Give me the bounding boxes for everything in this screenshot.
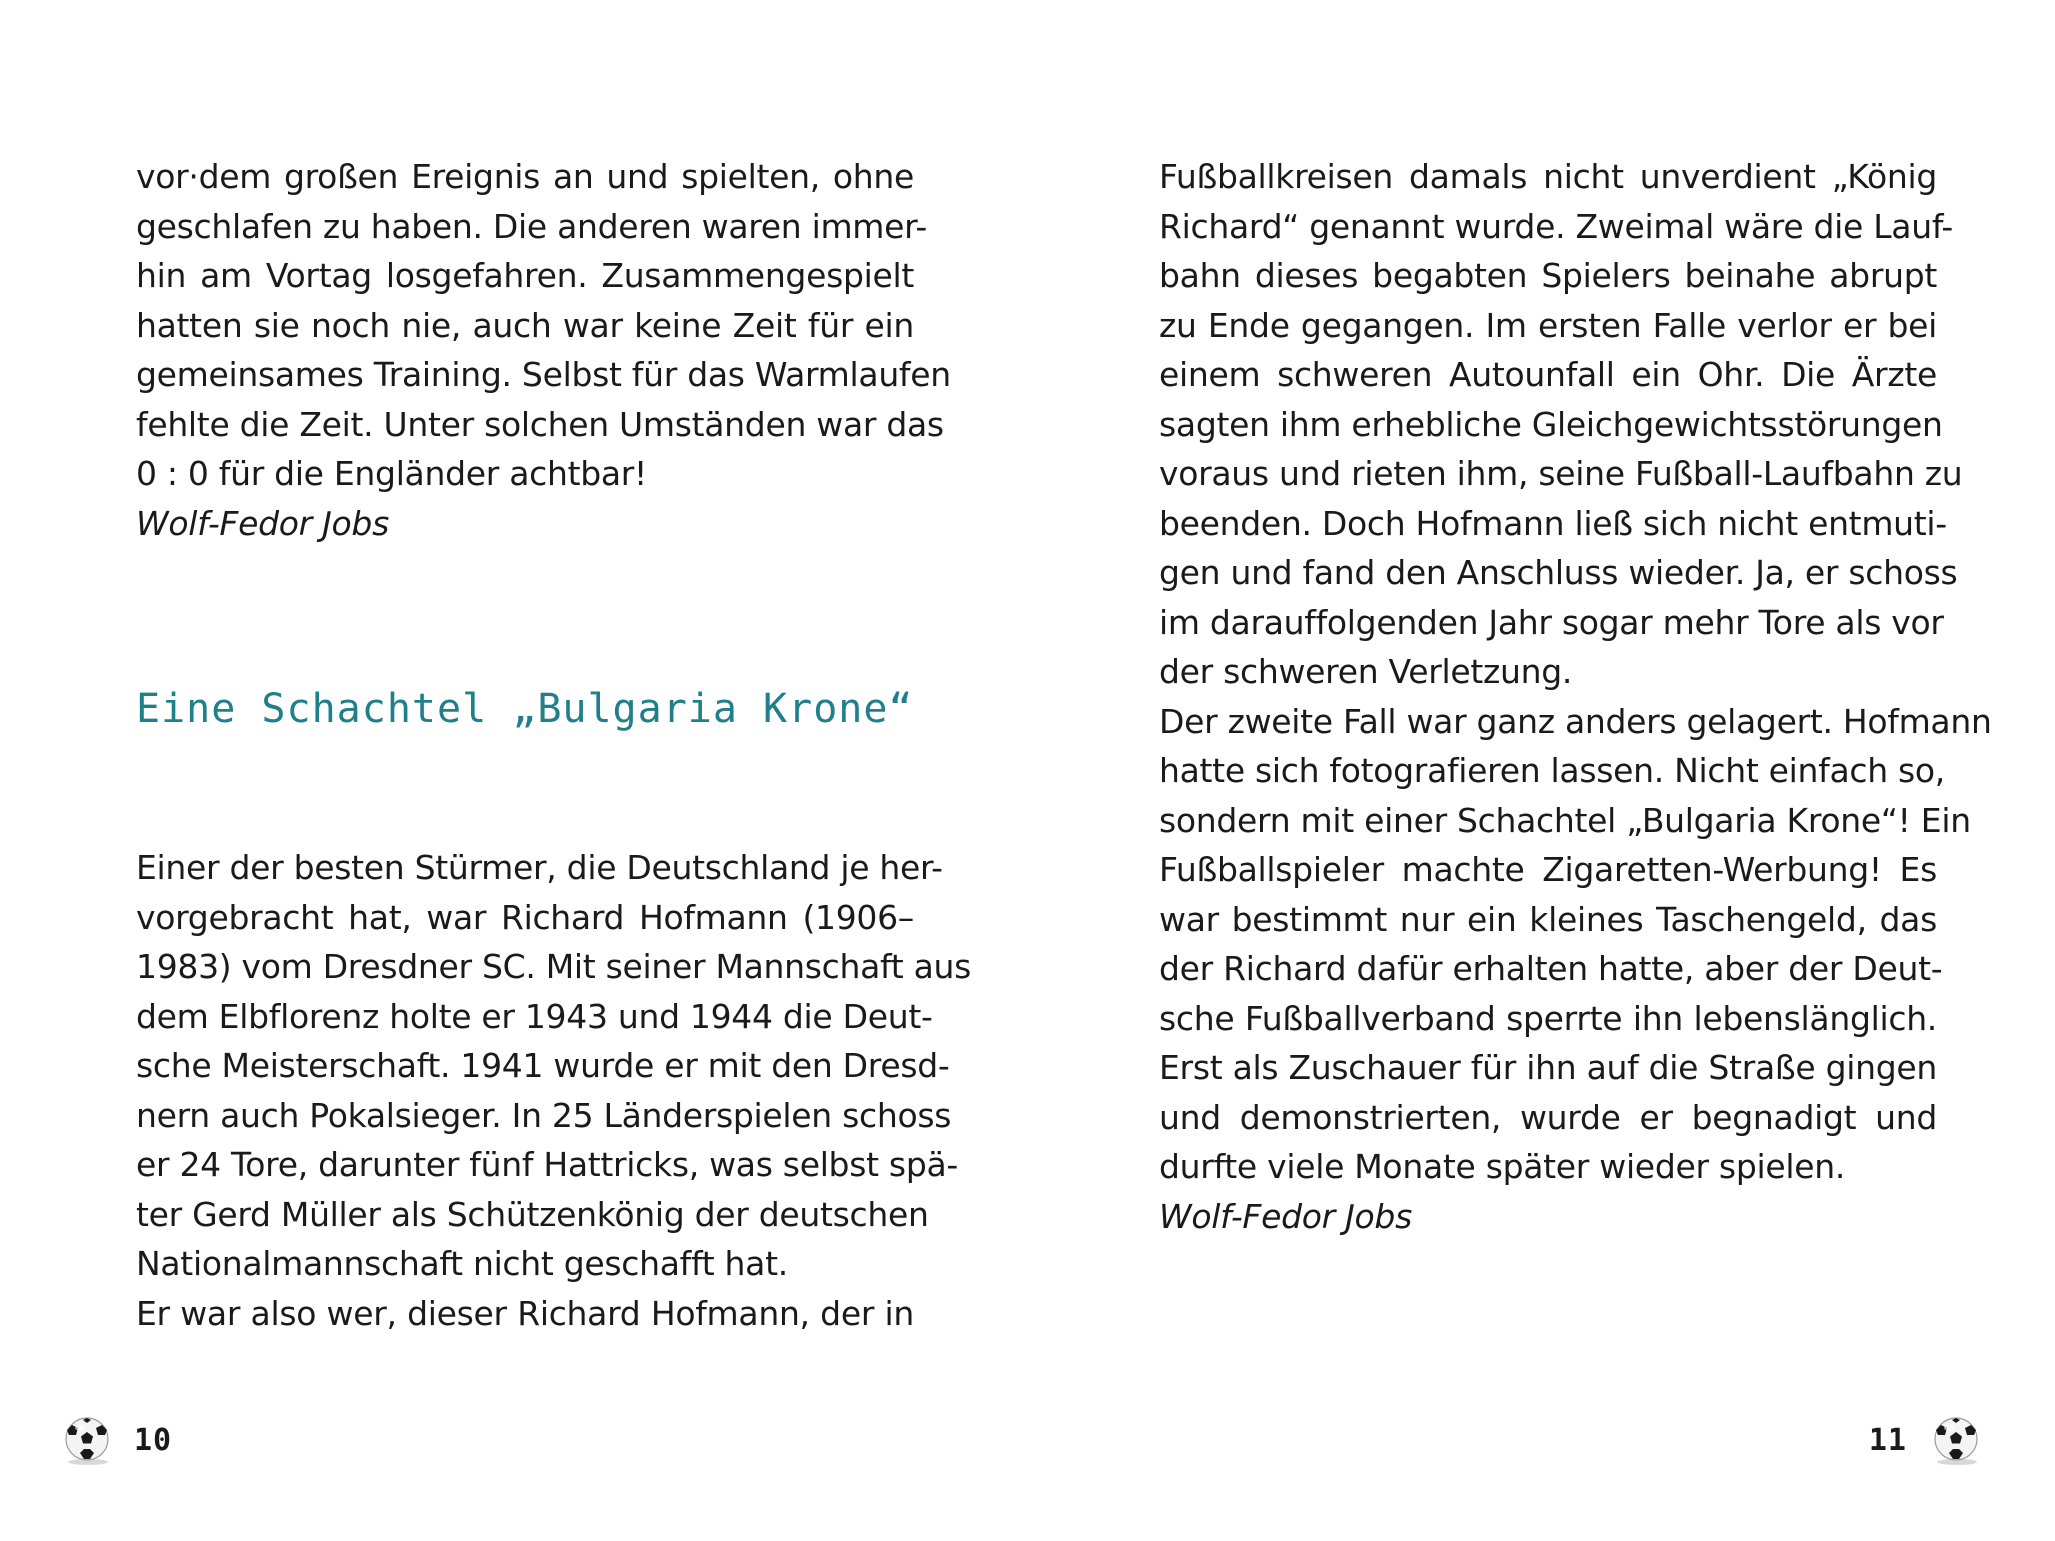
page-footer: [60, 1412, 172, 1468]
text-line: bahn dieses begabten Spielers beinahe abrupt: [1159, 256, 1937, 295]
text-line: Er war also wer, dieser Richard Hofmann, der in: [136, 1293, 914, 1333]
text-line: er 24 Tore, darunter fünf Hattricks, was selbst spä-: [136, 1145, 959, 1184]
text-line: nern auch Pokalsieger. In 25 Länderspielen schoss: [136, 1095, 952, 1135]
text-line: dem Elbflorenz holte er 1943 und 1944 die Deut-: [136, 996, 933, 1036]
soccer-ball-icon: [60, 1413, 114, 1467]
text-line: Richard“ genannt wurde. Zweimal wäre die Lauf-: [1159, 206, 1953, 246]
text-line: 0 : 0 für die Engländer achtbar!: [136, 454, 647, 493]
text-line: im darauffolgenden Jahr sogar mehr Tore als vor: [1159, 602, 1944, 642]
continued-article: [136, 152, 951, 548]
page-number: 11: [1868, 1422, 1907, 1458]
text-line: Nationalmannschaft nicht geschafft hat.: [136, 1244, 788, 1283]
text-line: 1983) vom Dresdner SC. Mit seiner Mannschaft aus: [136, 947, 972, 986]
text-line: Fußballspieler machte Zigaretten-Werbung! Es: [1159, 850, 1937, 889]
text-line: sagten ihm erhebliche Gleichgewichtsstörungen: [1159, 404, 1943, 444]
article-heading: Eine Schachtel „Bulgaria Krone“: [136, 686, 914, 732]
text-line: und demonstrierten, wurde er begnadigt und: [1159, 1097, 1937, 1137]
text-line: voraus und rieten ihm, seine Fußball-Laufbahn zu: [1159, 454, 1963, 493]
text-line: ter Gerd Müller als Schützenkönig der deutschen: [136, 1194, 929, 1234]
article-paragraph: [1159, 697, 1992, 1242]
right-page: [1027, 0, 2055, 1541]
continued-paragraph: [136, 152, 951, 548]
text-line: vorgebracht hat, war Richard Hofmann (1906–: [136, 897, 914, 937]
text-line: sondern mit einer Schachtel „Bulgaria Krone“! Ein: [1159, 800, 1971, 840]
text-line: beenden. Doch Hofmann ließ sich nicht entmuti-: [1159, 503, 1947, 543]
text-line: fehlte die Zeit. Unter solchen Umständen war das: [136, 404, 944, 444]
text-line: Einer der besten Stürmer, die Deutschland je her-: [136, 848, 943, 887]
article-paragraph: [1159, 152, 1963, 697]
text-line: geschlafen zu haben. Die anderen waren immer-: [136, 206, 927, 246]
text-line: zu Ende gegangen. Im ersten Falle verlor er bei: [1159, 305, 1937, 345]
text-line: war bestimmt nur ein kleines Taschengeld, das: [1159, 899, 1937, 939]
text-line: Fußballkreisen damals nicht unverdient „König: [1159, 157, 1937, 196]
page-number: 10: [134, 1422, 173, 1458]
page-footer: [1869, 1412, 1983, 1468]
text-line: der schweren Verletzung.: [1159, 652, 1573, 691]
text-line: sche Fußballverband sperrte ihn lebenslänglich.: [1159, 998, 1937, 1038]
soccer-ball-icon: [1929, 1413, 1983, 1467]
text-line: Der zweite Fall war ganz anders gelagert. Hofmann: [1159, 701, 1992, 741]
text-line: der Richard dafür erhalten hatte, aber der Deut-: [1159, 949, 1943, 988]
article-continuation: [1159, 152, 1992, 1241]
text-line: gemeinsames Training. Selbst für das Warmlaufen: [136, 355, 951, 394]
author-signature: Wolf-Fedor Jobs: [136, 503, 389, 543]
author-signature: Wolf-Fedor Jobs: [1159, 1196, 1412, 1236]
article-body: [136, 843, 972, 1338]
left-page: [0, 0, 1027, 1541]
text-line: hin am Vortag losgefahren. Zusammengespielt: [136, 256, 914, 295]
text-line: hatte sich fotografieren lassen. Nicht einfach so,: [1159, 751, 1945, 790]
text-line: durfte viele Monate später wieder spielen.: [1159, 1147, 1846, 1186]
text-line: sche Meisterschaft. 1941 wurde er mit den Dresd-: [136, 1046, 950, 1085]
text-line: Erst als Zuschauer für ihn auf die Straße gingen: [1159, 1048, 1937, 1087]
text-line: einem schweren Autounfall ein Ohr. Die Ärzte: [1159, 355, 1937, 394]
text-line: hatten sie noch nie, auch war keine Zeit für ein: [136, 305, 914, 345]
text-line: gen und fand den Anschluss wieder. Ja, er schoss: [1159, 553, 1958, 592]
text-line: vor·dem großen Ereignis an und spielten, ohne: [136, 157, 914, 196]
article-paragraph: [136, 843, 972, 1338]
